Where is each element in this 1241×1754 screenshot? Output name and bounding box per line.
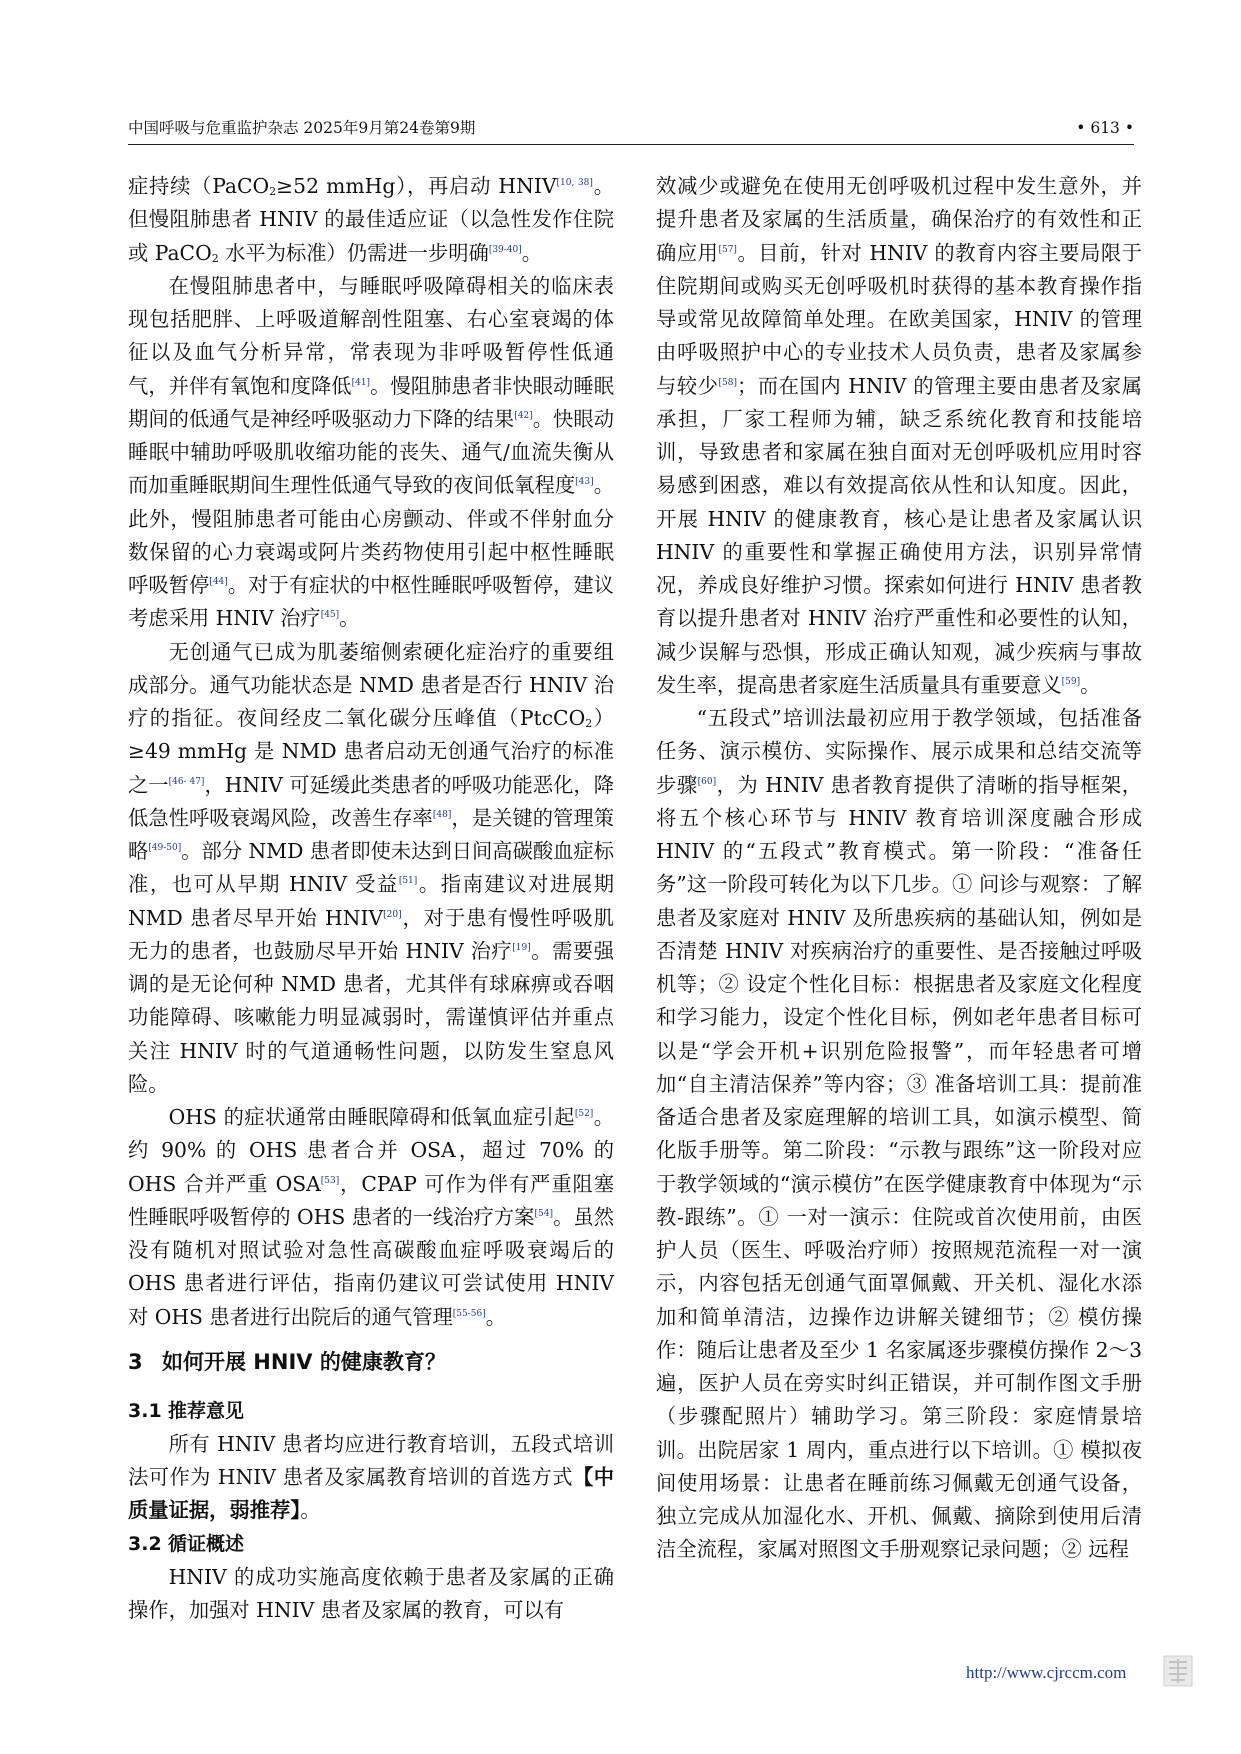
citation-ref[interactable]: [57] xyxy=(718,244,737,255)
paragraph xyxy=(656,702,1142,1567)
text-run: 症持续（PaCO xyxy=(128,174,270,198)
citation-ref[interactable]: [49-50] xyxy=(148,842,182,853)
text-run: OHS 的症状通常由睡眠障碍和低氧血症引起 xyxy=(168,1105,575,1129)
text-run: 。目前，针对 HNIV 的教育内容主要局限于住院期间或购买无创呼吸机时获得的基本教育操作指导或常见故障简单处理。在欧美国家，HNIV 的管理由呼吸照护中心的专业技术人员负责，患者及家属参与较少 xyxy=(656,240,1142,398)
text-run: ≥52 mmHg），再启动 HNIV xyxy=(276,174,557,198)
citation-ref[interactable]: [51] xyxy=(398,876,418,887)
text-run: 。虽然没有随机对照试验对急性高碳酸血症呼吸衰竭后的 OHS 患者进行评估，指南仍建议可尝试使用 HNIV 对 OHS 患者进行出院后的通气管理 xyxy=(128,1204,614,1329)
text-run: 。部分 NMD 患者即使未达到日间高碳酸血症标准，也可从早期 HNIV 受益 xyxy=(128,839,614,897)
journal-title: 中国呼吸与危重监护杂志 2025年9月第24卷第9期 xyxy=(128,119,476,137)
text-run: 。 xyxy=(485,1304,507,1329)
paragraph xyxy=(128,636,614,1102)
section-heading xyxy=(128,1346,614,1379)
citation-ref[interactable]: [45] xyxy=(320,610,340,621)
subsection-number: 3.2 xyxy=(128,1532,162,1555)
citation-ref[interactable]: [59] xyxy=(1061,676,1081,687)
citation-ref[interactable]: [43] xyxy=(575,477,594,488)
citation-ref[interactable]: [53] xyxy=(320,1175,340,1186)
journal-seal-icon xyxy=(1163,1655,1193,1687)
text-run: 。需要强调的是无论何种 NMD 患者，尤其伴有球麻痹或吞咽功能障碍、咳嗽能力明显减弱时，需谨慎评估并重点关注 HNIV 时的气道通畅性问题，以防发生窒息风险。 xyxy=(128,938,614,1096)
paragraph xyxy=(128,170,614,270)
citation-ref[interactable]: [58] xyxy=(718,377,738,388)
text-run: ，CPAP 可作为伴有严重阻塞性睡眠呼吸暂停的 OHS 患者的一线治疗方案 xyxy=(128,1171,614,1229)
text-run: 。 xyxy=(521,240,543,265)
text-run: 效减少或避免在使用无创呼吸机过程中发生意外，并提升患者及家属的生活质量，确保治疗的有效性和正确应用 xyxy=(656,174,1142,265)
citation-ref[interactable]: [60] xyxy=(697,776,717,787)
left-column xyxy=(128,170,614,1627)
subsection-heading xyxy=(128,1395,614,1428)
section-title: 如何开展 HNIV 的健康教育？ xyxy=(162,1349,446,1374)
citation-ref[interactable]: [41] xyxy=(351,377,371,388)
citation-ref[interactable]: [48] xyxy=(432,809,452,820)
subsection-heading xyxy=(128,1528,614,1561)
citation-ref[interactable]: [46- 47] xyxy=(168,776,205,787)
text-run: 。快眼动睡眠中辅助呼吸肌收缩功能的丧失、通气/血流失衡从而加重睡眠期间生理性低通气导致的夜间低氧程度 xyxy=(128,406,614,498)
citation-ref[interactable]: [10, 38] xyxy=(556,177,593,188)
right-column xyxy=(656,170,1142,1567)
text-run: 。 xyxy=(339,606,360,631)
text-run: 。指南建议对进展期 NMD 患者尽早开始 HNIV xyxy=(128,872,614,930)
subsection-title: 循证概述 xyxy=(168,1532,245,1555)
running-header xyxy=(128,118,1134,145)
recommendation-text: 所有 HNIV 患者均应进行教育培训，五段式培训法可作为 HNIV 患者及家属教育培训的首选方式 xyxy=(128,1431,614,1489)
text-run: ，为 HNIV 患者教育提供了清晰的指导框架，将五个核心环节与 HNIV 教育培训深度融合形成 HNIV 的“五段式”教育模式。第一阶段：“准备任务”这一阶段可转化为以下几步。① 问诊与观察：了解患者及家庭对 HNIV 及所患疾病的基础认知，例如是否清楚 HNIV 对疾病治疗的重要性、是否接触过呼吸机等；② 设定个性化目标：根据患者及家庭文化程度和学习能力，设定个性化目标，例如老年患者目标可以是“学会开机+识别危险报警”，而年轻患者可增加“自主清洁保养”等内容；③ 准备培训工具：提前准备适合患者及家庭理解的培训工具，如演示模型、简化版手册等。第二阶段：“示教与跟练”这一阶段对应于教学领域的“演示模仿”在医学健康教育中体现为“示教-跟练”。① 一对一演示：住院或首次使用前，由医护人员（医生、呼吸治疗师）按照规范流程一对一演示，内容包括无创通气面罩佩戴、开关机、湿化水添加和简单清洁，边操作边讲解关键细节；② 模仿操作：随后让患者及至少 1 名家属逐步骤模仿操作 2～3 遍，医护人员在旁实时纠正错误，并可制作图文手册（步骤配照片）辅助学习。第三阶段：家庭情景培训。出院居家 1 周内，重点进行以下培训。① 模拟夜间使用场景：让患者在睡前练习佩戴无创通气设备，独立完成从加湿化水、开机、佩戴、摘除到使用后清洁全流程，家属对照图文手册观察记录问题；② 远程 xyxy=(656,772,1142,1562)
subsection-title: 推荐意见 xyxy=(168,1399,245,1422)
text-run: 。此外，慢阻肺患者可能由心房颤动、伴或不伴射血分数保留的心力衰竭或阿片类药物使用引起中枢性睡眠呼吸暂停 xyxy=(128,473,614,597)
paragraph xyxy=(656,170,1142,702)
subsection-number: 3.1 xyxy=(128,1399,162,1422)
citation-ref[interactable]: [20] xyxy=(383,909,402,920)
paragraph: 所有 HNIV 患者均应进行教育培训，五段式培训法可作为 HNIV 患者及家属教育培训的首选方式【中质量证据，弱推荐】。 xyxy=(128,1431,614,1523)
text-run: ，HNIV 可延缓此类患者的呼吸功能恶化，降低急性呼吸衰竭风险，改善生存率 xyxy=(128,772,614,830)
text-run: ，对于患有慢性呼吸肌无力的患者，也鼓励尽早开始 HNIV 治疗 xyxy=(128,905,614,963)
text-run: ）≥49 mmHg 是 NMD 患者启动无创通气治疗的标准之一 xyxy=(128,706,614,797)
page-number: • 613 • xyxy=(1076,119,1134,137)
chemical-subscript: 2 xyxy=(269,185,277,199)
citation-ref[interactable]: [39-40] xyxy=(488,244,522,255)
evidence-grade: 【中质量证据，弱推荐】 xyxy=(128,1465,614,1523)
citation-ref[interactable]: [52] xyxy=(574,1108,594,1119)
paragraph xyxy=(128,1101,614,1334)
text-run: 。慢阻肺患者非快眼动睡眠期间的低通气是神经呼吸驱动力下降的结果 xyxy=(128,373,614,431)
citation-ref[interactable]: [19] xyxy=(512,942,531,953)
paragraph: HNIV 的成功实施高度依赖于患者及家属的正确操作，加强对 HNIV 患者及家属的教育，可以有 xyxy=(128,1564,614,1622)
text-run: 。对于有症状的中枢性睡眠呼吸暂停，建议考虑采用 HNIV 治疗 xyxy=(128,573,614,631)
text-run: 。但慢阻肺患者 HNIV 的最佳适应证（以急性发作住院或 PaCO xyxy=(128,174,614,265)
paragraph xyxy=(128,270,614,636)
journal-url-link[interactable]: http://www.cjrccm.com xyxy=(966,1663,1127,1682)
section-number: 3 xyxy=(128,1349,143,1374)
text-run: 。约 90% 的 OHS 患者合并 OSA，超过 70% 的 OHS 合并严重 OSA xyxy=(128,1105,614,1196)
text-run: “五段式”培训法最初应用于教学领域，包括准备任务、演示模仿、实际操作、展示成果和总结交流等步骤 xyxy=(656,706,1142,797)
text-run: ，是关键的管理策略 xyxy=(128,805,614,863)
citation-ref[interactable]: [42] xyxy=(514,410,533,421)
citation-ref[interactable]: [55-56] xyxy=(452,1308,486,1319)
text-run: 。 xyxy=(1080,672,1101,697)
text-run: 水平为标准）仍需进一步明确 xyxy=(218,240,489,265)
text-run: 无创通气已成为肌萎缩侧索硬化症治疗的重要组成部分。通气功能状态是 NMD 患者是否行 HNIV 治疗的指征。夜间经皮二氧化碳分压峰值（PtcCO xyxy=(128,639,614,730)
citation-ref[interactable]: [54] xyxy=(534,1208,554,1219)
text-run: 在慢阻肺患者中，与睡眠呼吸障碍相关的临床表现包括肥胖、上呼吸道解剖性阻塞、右心室衰竭的体征以及血气分析异常，常表现为非呼吸暂停性低通气，并伴有氧饱和度降低 xyxy=(128,273,614,398)
chemical-subscript: 2 xyxy=(585,717,593,731)
citation-ref[interactable]: [44] xyxy=(209,576,228,587)
text-run: ；而在国内 HNIV 的管理主要由患者及家属承担，厂家工程师为辅，缺乏系统化教育和技能培训，导致患者和家属在独自面对无创呼吸机应用时容易感到困惑，难以有效提高依从性和认知度。因此，开展 HNIV 的健康教育，核心是让患者及家属认识 HNIV 的重要性和掌握正确使用方法，识别异常情况，养成良好维护习惯。探索如何进行 HNIV 患者教育以提升患者对 HNIV 治疗严重性和必要性的认知，减少误解与恐惧，形成正确认知观，减少疾病与事故发生率，提高患者家庭生活质量具有重要意义 xyxy=(656,373,1142,697)
chemical-subscript: 2 xyxy=(211,251,219,265)
